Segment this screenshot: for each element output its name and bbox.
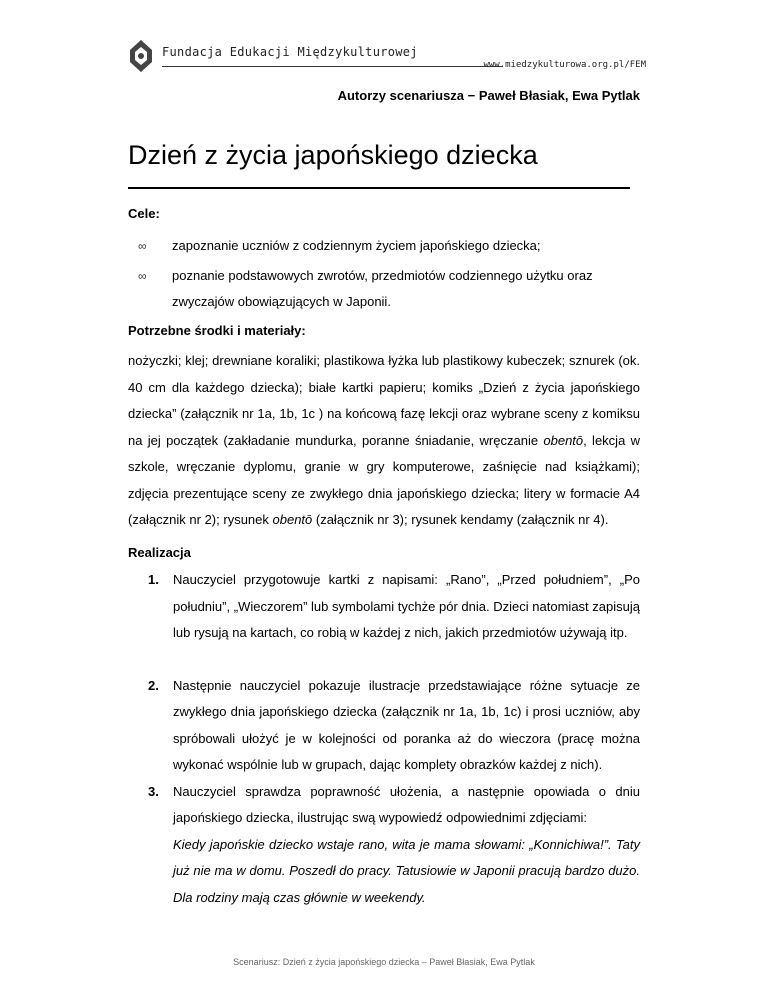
materials-text: , lekcja w szkole, wręczanie dyplomu, granie w gry komputerowe, zaśnięcie nad książkami); zdjęcia prezentujące sceny ze zwykłego dnia japońskiego dziecka; litery w formacie A4 (załącznik nr 2); rysunek [128, 432, 640, 527]
infinity-bullet-icon: ∞ [138, 239, 147, 253]
goals-heading: Cele: [128, 206, 160, 221]
list-item [128, 263, 640, 315]
goal-text: zapoznanie uczniów z codziennym życiem japońskiego dziecka; [172, 238, 541, 253]
obento-term: obentō [543, 432, 584, 448]
list-item [128, 673, 640, 779]
materials-text: (załącznik nr 3); rysunek kendamy (załącznik nr 4). [312, 512, 609, 527]
authors-line: Autorzy scenariusza − Paweł Błasiak, Ewa Pytlak [337, 88, 640, 103]
goal-text: poznanie podstawowych zwrotów, przedmiotów codziennego użytku oraz zwyczajów obowiązujących w Japonii. [172, 268, 593, 309]
page-footer: Scenariusz: Dzień z życia japońskiego dziecka – Paweł Błasiak, Ewa Pytlak [233, 957, 535, 967]
step-text: Następnie nauczyciel pokazuje ilustracje przedstawiające różne sytuacje ze zwykłego dnia japońskiego dziecka (załącznik nr 1a, 1b, 1c) i prosi uczniów, aby spróbowali ułożyć je w kolejności od poranka aż do wieczora (pracę można wykonać wspólnie lub w grupach, dając komplety obrazków każdej z nich). [173, 677, 640, 772]
materials-text: nożyczki; klej; drewniane koraliki; plastikowa łyżka lub plastikowy kubeczek; sznurek (ok. 40 cm dla każdego dziecka); białe kartki papieru; komiks „Dzień z życia japońskiego dziecka” (załącznik nr 1a, 1b, 1c ) na końcową fazę lekcji oraz wybrane sceny z komiksu na jej początek (zakładanie mundurka, poranne śniadanie, wręczanie [128, 353, 640, 448]
step-text: Nauczyciel sprawdza poprawność ułożenia, a następnie opowiada o dniu japońskiego dziecka, ilustrując swą wypowiedź odpowiednimi zdjęciami: [173, 783, 640, 825]
page-title: Dzień z życia japońskiego dziecka [128, 140, 538, 170]
infinity-bullet-icon: ∞ [138, 269, 147, 283]
list-item [128, 233, 640, 259]
logo-name: Fundacja Edukacji Międzykulturowej [162, 45, 418, 59]
realization-heading: Realizacja [128, 545, 191, 560]
list-item [128, 567, 640, 647]
step-number: 2. [148, 677, 159, 693]
realization-steps [128, 567, 640, 911]
list-item [128, 779, 640, 912]
materials-heading: Potrzebne środki i materiały: [128, 323, 306, 338]
logo-divider [162, 66, 502, 67]
step-number: 1. [148, 572, 159, 587]
header-logo [126, 38, 646, 78]
foundation-emblem-icon [126, 38, 156, 74]
obento-term: obentō [272, 512, 313, 527]
step-quote: Kiedy japońskie dziecko wstaje rano, wita je mama słowami: „Konnichiwa!”. Taty już nie ma w domu. Poszedł do pracy. Tatusiowie w Japonii pracują bardzo dużo. Dla rodziny mają czas głównie w weekendy. [173, 836, 640, 905]
step-number: 3. [148, 783, 159, 799]
title-underline [128, 187, 630, 189]
step-text: Nauczyciel przygotowuje kartki z napisami: „Rano”, „Przed południem”, „Po południu”, „Wieczorem” lub symbolami tychże pór dnia. Dzieci natomiast zapisują lub rysują na kartach, co robią w każdej z nich, jakich przedmiotów używają itp. [173, 572, 640, 640]
goals-list [128, 233, 640, 319]
materials-paragraph [128, 348, 640, 534]
logo-url: www.miedzykulturowa.org.pl/FEM [483, 60, 646, 70]
